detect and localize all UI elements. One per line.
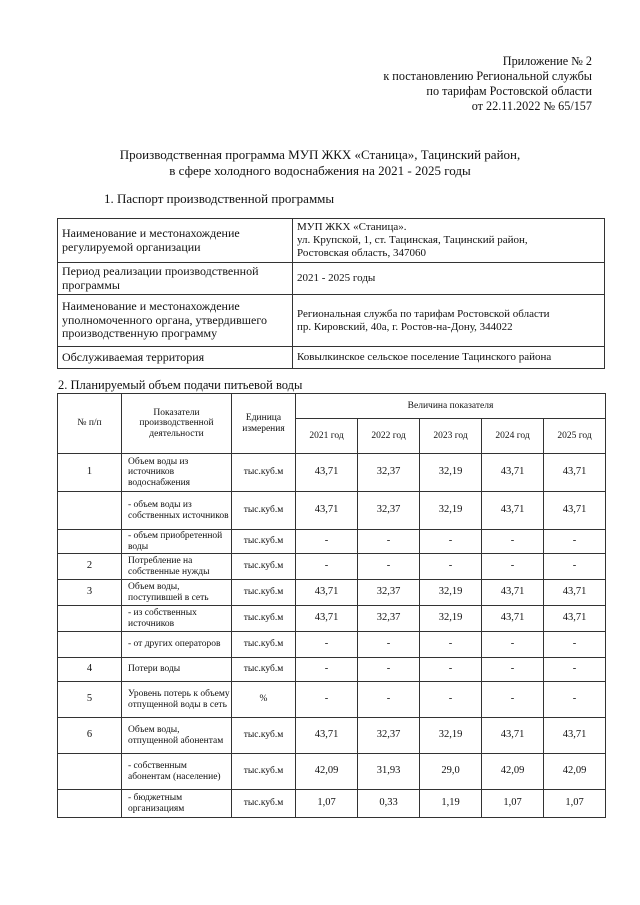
- row-value: -: [358, 632, 420, 658]
- passport-label: Наименование и местонахождение регулируемой организации: [58, 219, 293, 263]
- row-value: 42,09: [296, 754, 358, 790]
- row-unit: тыс.куб.м: [232, 580, 296, 606]
- row-value: -: [482, 530, 544, 554]
- row-value: 0,33: [358, 790, 420, 818]
- row-unit: %: [232, 682, 296, 718]
- table-row: [58, 606, 606, 632]
- row-indicator: - собственным абонентам (население): [122, 754, 232, 790]
- row-value: -: [482, 682, 544, 718]
- header-num: № п/п: [58, 394, 122, 454]
- row-value: -: [544, 658, 606, 682]
- appendix-line-4: от 22.11.2022 № 65/157: [471, 99, 592, 113]
- row-value: -: [358, 682, 420, 718]
- row-value: 32,37: [358, 580, 420, 606]
- row-value: -: [296, 554, 358, 580]
- row-value: 43,71: [544, 492, 606, 530]
- table-row: [58, 454, 606, 492]
- passport-value-line: 2021 - 2025 годы: [297, 272, 376, 284]
- row-number: 2: [58, 554, 122, 580]
- row-indicator: - из собственных источников: [122, 606, 232, 632]
- table-row: [58, 530, 606, 554]
- table-row: [58, 554, 606, 580]
- table-row: [58, 632, 606, 658]
- row-value: 32,19: [420, 580, 482, 606]
- row-value: 32,37: [358, 718, 420, 754]
- appendix-line-2: к постановлению Региональной службы: [383, 69, 592, 83]
- table-row: [58, 754, 606, 790]
- row-unit: тыс.куб.м: [232, 790, 296, 818]
- row-value: 1,07: [482, 790, 544, 818]
- row-value: 42,09: [544, 754, 606, 790]
- row-value: -: [420, 632, 482, 658]
- row-value: -: [482, 632, 544, 658]
- row-value: -: [358, 658, 420, 682]
- row-unit: тыс.куб.м: [232, 632, 296, 658]
- section-1-heading: 1. Паспорт производственной программы: [104, 191, 335, 206]
- row-value: 43,71: [296, 580, 358, 606]
- row-value: 32,19: [420, 606, 482, 632]
- row-value: -: [296, 682, 358, 718]
- row-number: 6: [58, 718, 122, 754]
- year-header: 2021 год: [296, 419, 358, 454]
- row-number: 4: [58, 658, 122, 682]
- appendix-line-1: Приложение № 2: [502, 54, 592, 68]
- row-value: -: [296, 530, 358, 554]
- passport-value: [293, 347, 605, 369]
- passport-value-line: пр. Кировский, 40а, г. Ростов-на-Дону, 344022: [297, 320, 513, 333]
- water-volume-table: [57, 393, 606, 818]
- passport-value-line: Ростовская область, 347060: [297, 247, 426, 259]
- row-indicator: Объем воды, поступившей в сеть: [122, 580, 232, 606]
- table-row: [58, 658, 606, 682]
- row-indicator: - объем приобретенной воды: [122, 530, 232, 554]
- row-value: -: [420, 554, 482, 580]
- row-unit: тыс.куб.м: [232, 754, 296, 790]
- row-unit: тыс.куб.м: [232, 658, 296, 682]
- row-value: 1,07: [296, 790, 358, 818]
- passport-row: [58, 263, 605, 295]
- row-number: [58, 492, 122, 530]
- row-number: [58, 530, 122, 554]
- row-value: -: [420, 682, 482, 718]
- row-value: 43,71: [544, 718, 606, 754]
- header-row: [58, 394, 606, 419]
- row-indicator: - бюджетным организациям: [122, 790, 232, 818]
- row-value: 32,19: [420, 718, 482, 754]
- row-value: 43,71: [296, 454, 358, 492]
- row-indicator: Потери воды: [122, 658, 232, 682]
- row-value: 43,71: [482, 606, 544, 632]
- passport-row: [58, 347, 605, 369]
- row-value: 32,37: [358, 454, 420, 492]
- row-number: 3: [58, 580, 122, 606]
- passport-value: [293, 263, 605, 295]
- passport-label: Обслуживаемая территория: [58, 347, 293, 369]
- row-value: 31,93: [358, 754, 420, 790]
- row-unit: тыс.куб.м: [232, 454, 296, 492]
- row-value: 43,71: [482, 580, 544, 606]
- row-indicator: - объем воды из собственных источников: [122, 492, 232, 530]
- row-indicator: - от других операторов: [122, 632, 232, 658]
- row-unit: тыс.куб.м: [232, 554, 296, 580]
- table-row: [58, 718, 606, 754]
- row-value: -: [296, 632, 358, 658]
- year-header: 2022 год: [358, 419, 420, 454]
- passport-label: Период реализации производственной программы: [58, 263, 293, 295]
- row-indicator: Объем воды из источников водоснабжения: [122, 454, 232, 492]
- passport-label: Наименование и местонахождение уполномоченного органа, утвердившего производственную программу: [58, 295, 293, 347]
- table-row: [58, 580, 606, 606]
- row-number: [58, 790, 122, 818]
- row-value: 32,37: [358, 606, 420, 632]
- passport-table: [57, 218, 605, 369]
- passport-value-line: Ковылкинское сельское поселение Тацинского района: [297, 351, 552, 363]
- row-number: 1: [58, 454, 122, 492]
- row-value: -: [544, 554, 606, 580]
- row-value: -: [358, 530, 420, 554]
- year-header: 2024 год: [482, 419, 544, 454]
- header-indicator: Показатели производственной деятельности: [122, 394, 232, 454]
- row-number: [58, 632, 122, 658]
- document-title: [0, 147, 640, 179]
- passport-value-line: ул. Крупской, 1, ст. Тацинская, Тацинский район,: [297, 234, 528, 246]
- row-value: -: [420, 530, 482, 554]
- row-value: 43,71: [296, 492, 358, 530]
- row-value: -: [482, 554, 544, 580]
- passport-value: [293, 219, 605, 263]
- passport-row: [58, 295, 605, 347]
- appendix-line-3: по тарифам Ростовской области: [426, 84, 592, 98]
- row-value: 43,71: [544, 454, 606, 492]
- table-row: [58, 682, 606, 718]
- row-value: 42,09: [482, 754, 544, 790]
- passport-value-line: Региональная служба по тарифам Ростовской области: [297, 307, 550, 320]
- row-value: 29,0: [420, 754, 482, 790]
- row-value: -: [420, 658, 482, 682]
- row-value: -: [544, 632, 606, 658]
- title-line-1: Производственная программа МУП ЖКХ «Станица», Тацинский район,: [119, 147, 521, 162]
- row-value: -: [544, 682, 606, 718]
- row-indicator: Уровень потерь к объему отпущенной воды в сеть: [122, 682, 232, 718]
- row-unit: тыс.куб.м: [232, 606, 296, 632]
- row-unit: тыс.куб.м: [232, 530, 296, 554]
- row-value: 43,71: [482, 492, 544, 530]
- row-value: -: [482, 658, 544, 682]
- header-value: Величина показателя: [296, 394, 606, 419]
- row-indicator: Объем воды, отпущенной абонентам: [122, 718, 232, 754]
- row-value: 43,71: [482, 454, 544, 492]
- row-value: 1,07: [544, 790, 606, 818]
- row-unit: тыс.куб.м: [232, 718, 296, 754]
- row-value: 32,19: [420, 454, 482, 492]
- row-value: 43,71: [296, 606, 358, 632]
- table-row: [58, 790, 606, 818]
- year-header: 2023 год: [420, 419, 482, 454]
- row-value: 43,71: [296, 718, 358, 754]
- row-value: 1,19: [420, 790, 482, 818]
- passport-row: [58, 219, 605, 263]
- row-indicator: Потребление на собственные нужды: [122, 554, 232, 580]
- row-value: 43,71: [544, 580, 606, 606]
- row-value: 32,19: [420, 492, 482, 530]
- year-header: 2025 год: [544, 419, 606, 454]
- passport-value-line: МУП ЖКХ «Станица».: [297, 221, 407, 233]
- row-value: 43,71: [482, 718, 544, 754]
- row-value: 43,71: [544, 606, 606, 632]
- section-2-heading: 2. Планируемый объем подачи питьевой воды: [58, 378, 303, 392]
- row-unit: тыс.куб.м: [232, 492, 296, 530]
- row-number: 5: [58, 682, 122, 718]
- row-value: -: [544, 530, 606, 554]
- table-row: [58, 492, 606, 530]
- row-number: [58, 606, 122, 632]
- row-number: [58, 754, 122, 790]
- title-line-2: в сфере холодного водоснабжения на 2021 - 2025 годы: [169, 163, 471, 178]
- row-value: -: [296, 658, 358, 682]
- row-value: 32,37: [358, 492, 420, 530]
- header-unit: Единица измерения: [232, 394, 296, 454]
- appendix-header: [383, 54, 592, 114]
- row-value: -: [358, 554, 420, 580]
- passport-value: [293, 295, 605, 347]
